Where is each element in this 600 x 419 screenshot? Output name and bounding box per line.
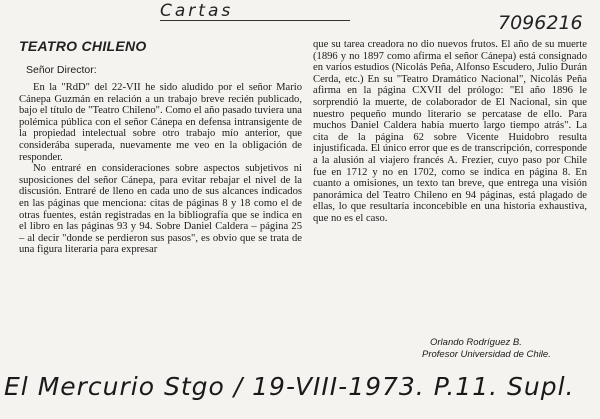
handwritten-id-number: 7096216 xyxy=(498,12,583,34)
article-title: TEATRO CHILENO xyxy=(19,38,147,54)
signature-name: Orlando Rodríguez B. xyxy=(430,337,522,348)
column-left xyxy=(19,82,302,256)
paragraph-2: No entraré en consideraciones sobre aspectos subjetivos ni suposiciones del señor Cánepa, para evitar rebajar el nivel de la discusión. Entraré de lleno en cada uno de sus alcances indicados en las páginas que menciona: citas de páginas 8 y 18 como el de otras fuentes, están registradas en la bibliografía que se indica en el libro en las páginas 93 y 94. Sobre Daniel Caldera – página 25 – al decir "donde se perdieron sus pasos", es obvio que se trata de una figura literaria para expresar xyxy=(19,163,302,256)
handwritten-source-note: El Mercurio Stgo / 19-VIII-1973. P.11. Supl. xyxy=(4,372,575,401)
handwritten-section-label: Cartas xyxy=(160,2,350,21)
column-right xyxy=(313,39,587,225)
salutation: Señor Director: xyxy=(26,64,97,76)
paragraph-1: En la "RdD" del 22-VII he sido aludido por el señor Mario Cánepa Guzmán en relación a un trabajo breve recién publicado, bajo el título de "Teatro Chileno". Como el año pasado tuviera una polémica pública con el señor Cánepa en defensa intransigente de la propiedad intelectual sobre otro trabajo mío anterior, que considerába superada, nuevamente me veo en la obligación de responder. xyxy=(19,82,302,163)
signature-title: Profesor Universidad de Chile. xyxy=(422,349,551,360)
paragraph-3: que su tarea creadora no dio nuevos frutos. El año de su muerte (1896 y no 1897 como afirma el señor Cánepa) está consignado en varios estudios (Nicolás Peña, Alfonso Escudero, Julio Durán Cerda, etc.) En su "Teatro Dramático Nacional", Nicolás Peña afirma en la página CXVII del prólogo: "El año 1896 le sorprendió la muerte, de colaborador de El Nacional, sin que nuestro pequeño mundo literario se percatase de ello. Para muchos Daniel Caldera había muerto largo tiempo atrás". La cita de la página 62 sobre Vicente Huidobro resulta injustificada. El único error que es de transcripción, corresponde a la alusión al viajero francés A. Frezier, cuyo paso por Chile fue en 1712 y no en 1702, como se indica en página 8. En cuanto a omisiones, un texto tan breve, que entrega una visión panorámica del Teatro Chileno en 94 páginas, está plagado de ellas, lo que resultaría inconcebible en una historia exhaustiva, que no es el caso. xyxy=(313,39,587,224)
